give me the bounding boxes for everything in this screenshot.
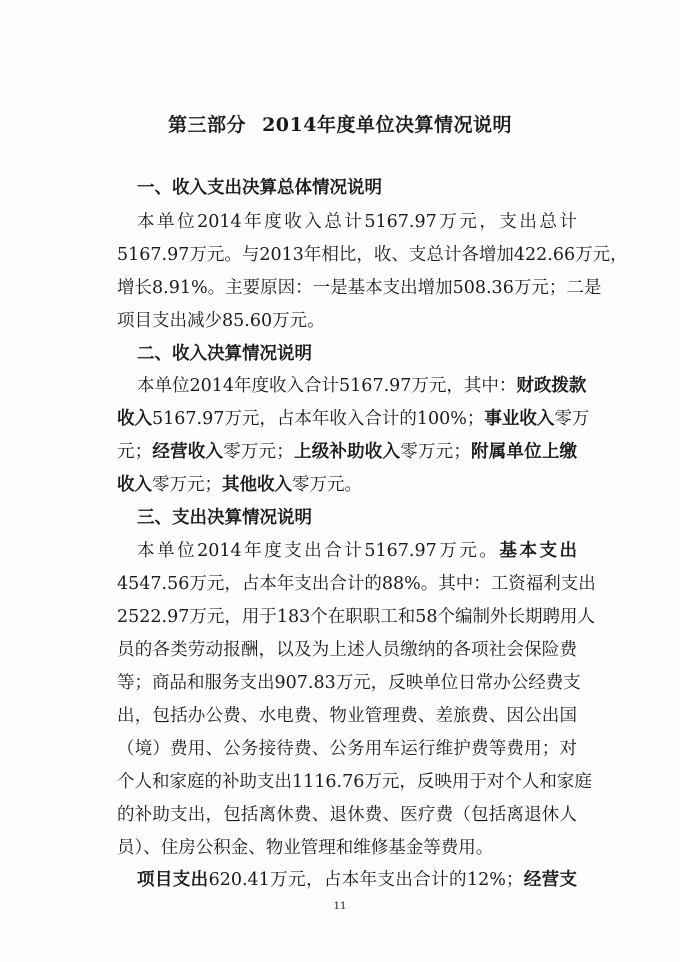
title-part: 第三部分 [168, 114, 247, 136]
section-3-line-8: 个人和家庭的补助支出1116.76万元，反映用于对个人和家庭 [117, 772, 592, 792]
section-3-line-11: 项目支出620.41万元，占本年支出合计的12%；经营支 [137, 870, 578, 890]
section-3-line-2: 4547.56万元，占本年支出合计的88%。其中：工资福利支出 [117, 574, 596, 594]
page-number: 11 [333, 901, 347, 912]
section-3-line-9: 的补助支出，包括离休费、退休费、医疗费（包括离退休人 [117, 805, 577, 825]
section-3-line-1: 本单位2014年度支出合计5167.97万元。基本支出 [137, 541, 578, 561]
section-2-line-2: 收入5167.97万元，占本年收入合计的100%；事业收入零万 [117, 409, 590, 429]
section-2-line-1: 本单位2014年度收入合计5167.97万元，其中：财政拨款 [137, 376, 587, 396]
section-1-line-2: 5167.97万元。与2013年相比，收、支总计各增加422.66万元， [117, 245, 628, 265]
section-3-line-3: 2522.97万元，用于183个在职职工和58个编制外长期聘用人 [117, 607, 596, 627]
section-3-line-6: 出，包括办公费、水电费、物业管理费、差旅费、因公出国 [117, 706, 577, 726]
section-3-line-7: （境）费用、公务接待费、公务用车运行维护费等费用；对 [117, 739, 577, 759]
section-1-line-3: 增长8.91%。主要原因：一是基本支出增加508.36万元；二是 [117, 278, 602, 298]
section-1-line-1: 本单位2014年度收入总计5167.97万元，支出总计 [137, 212, 577, 232]
section-2-line-3: 元；经营收入零万元；上级补助收入零万元；附属单位上缴 [117, 442, 578, 462]
section-3-line-10: 员）、住房公积金、物业管理和维修基金等费用。 [117, 838, 494, 858]
section-2-heading: 二、收入决算情况说明 [137, 344, 312, 364]
section-3-heading: 三、支出决算情况说明 [137, 508, 312, 528]
title-main: 2014年度单位决算情况说明 [262, 114, 512, 136]
section-3-line-5: 等；商品和服务支出907.83万元，反映单位日常办公经费支 [117, 673, 581, 693]
section-3-line-4: 员的各类劳动报酬，以及为上述人员缴纳的各项社会保险费 [117, 640, 577, 660]
section-1-line-4: 项目支出减少85.60万元。 [117, 311, 325, 331]
section-1-heading: 一、收入支出决算总体情况说明 [137, 178, 382, 198]
page-title [0, 110, 680, 137]
section-2-line-4: 收入零万元；其他收入零万元。 [117, 475, 362, 495]
